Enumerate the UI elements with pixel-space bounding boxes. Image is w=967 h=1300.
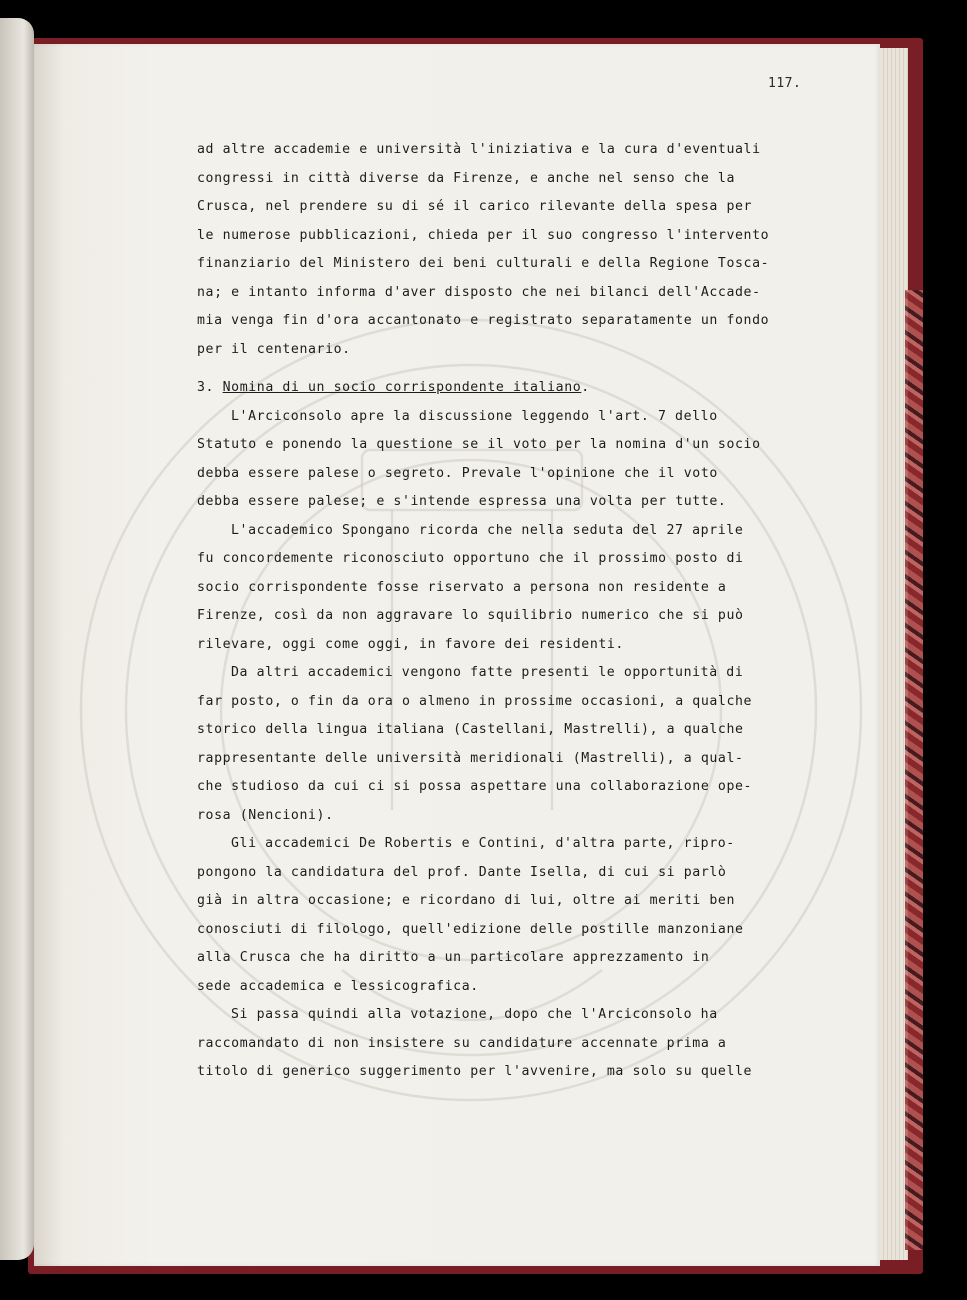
text-line: le numerose pubblicazioni, chieda per il suo congresso l'intervento: [197, 227, 770, 243]
text-line: alla Crusca che ha diritto a un particolare apprezzamento in: [197, 950, 710, 965]
text-line: Statuto e ponendo la questione se il voto per la nomina d'un socio: [197, 437, 761, 452]
text-line: mia venga fin d'ora accantonato e registrato separatamente un fondo: [197, 313, 770, 328]
paragraph-voting-method: [197, 403, 817, 517]
text-line: ad altre accademie e università l'iniziativa e la cura d'eventuali: [197, 142, 761, 157]
text-line: debba essere palese o segreto. Prevale l'opinione che il voto: [197, 465, 718, 481]
text-line: Da altri accademici vengono fatte presenti le opportunità di: [231, 665, 744, 680]
text-line: L'Arciconsolo apre la discussione leggendo l'art. 7 dello: [231, 408, 718, 424]
text-line: debba essere palese; e s'intende espressa una volta per tutte.: [197, 494, 727, 509]
left-page-edge: [0, 18, 34, 1260]
section-end: .: [581, 380, 590, 395]
text-line: rilevare, oggi come oggi, in favore dei residenti.: [197, 636, 624, 652]
text-line: titolo di generico suggerimento per l'avvenire, ma solo su quelle: [197, 1064, 753, 1079]
text-line: far posto, o fin da ora o almeno in prossime occasioni, a qualche: [197, 693, 753, 709]
text-line: rappresentante delle università meridionali (Mastrelli), a qual-: [197, 750, 744, 766]
text-line: na; e intanto informa d'aver disposto che nei bilanci dell'Accade-: [197, 284, 761, 300]
text-line: socio corrispondente fosse riservato a persona non residente a: [197, 579, 727, 595]
text-line: già in altra occasione; e ricordano di lui, oltre ai meriti ben: [197, 893, 735, 908]
text-line: conosciuti di filologo, quell'edizione delle postille manzoniane: [197, 921, 744, 937]
text-line: Crusca, nel prendere su di sé il carico rilevante della spesa per: [197, 199, 753, 214]
text-line: che studioso da cui ci si possa aspettare una collaborazione ope-: [197, 779, 753, 794]
text-line: per il centenario.: [197, 341, 351, 357]
text-line: congressi in città diverse da Firenze, e anche nel senso che la: [197, 170, 735, 186]
text-line: Firenze, così da non aggravare lo squilibrio numerico che si può: [197, 608, 744, 623]
text-line: Si passa quindi alla votazione, dopo che l'Arciconsolo ha: [231, 1007, 718, 1022]
text-line: storico della lingua italiana (Castellani, Mastrelli), a qualche: [197, 722, 744, 737]
text-line: L'accademico Spongano ricorda che nella seduta del 27 aprile: [231, 522, 744, 538]
paragraph-continued: [197, 136, 817, 364]
marbled-edge: [905, 290, 923, 1250]
paragraph-other-academics: [197, 659, 817, 830]
text-line: rosa (Nencioni).: [197, 807, 334, 823]
text-line: sede accademica e lessicografica.: [197, 978, 479, 994]
text-line: finanziario del Ministero dei beni culturali e della Regione Tosca-: [197, 256, 770, 271]
text-line: Gli accademici De Robertis e Contini, d'altra parte, ripro-: [231, 836, 735, 851]
paragraph-isella: [197, 830, 817, 1001]
section-heading: [197, 374, 817, 403]
paragraph-spongano: [197, 517, 817, 660]
paragraph-vote: [197, 1001, 817, 1087]
section-title: Nomina di un socio corrispondente italiano: [222, 380, 582, 395]
document-body: [197, 136, 817, 1087]
section-number: 3.: [197, 380, 223, 395]
text-line: fu concordemente riconosciuto opportuno che il prossimo posto di: [197, 551, 744, 566]
page-number: 117.: [768, 76, 802, 91]
text-line: raccomandato di non insistere su candidature accennate prima a: [197, 1035, 727, 1051]
text-line: pongono la candidatura del prof. Dante Isella, di cui si parlò: [197, 864, 727, 880]
